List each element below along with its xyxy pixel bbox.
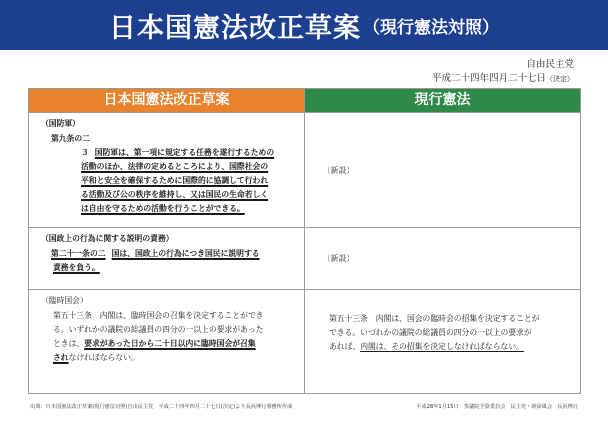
current-cell-accountability [305,228,581,290]
paragraph-line [41,174,294,188]
current-cell-defense [305,113,581,228]
footer-issued: 平成28年1月15日 参議院予算委員会 民主党・新緑風会 長浜博行 [416,404,578,410]
draft-text: 活動のほか、法律の定めるところにより、国際社会の [81,162,269,171]
table-row [29,113,581,228]
article-line [41,261,294,275]
draft-text-line [41,351,294,365]
draft-text: 国防軍は、第一項に規定する任務を遂行するための [94,148,275,157]
table-row [29,228,581,290]
draft-text: なければならない。 [68,353,139,362]
article-number: 第九条の二 [51,134,90,143]
draft-text-emphasis: され [53,353,69,362]
draft-text: 第五十三条 内閣は、臨時国会の召集を決定することができ [53,311,264,320]
section-heading: （国政上の行為に関する説明の責務） [41,234,174,243]
current-text: あれば、 [329,342,361,351]
current-text: 第五十三条 内閣は、国会の臨時会の招集を決定することが [329,314,540,323]
column-header-current: 現行憲法 [305,89,581,113]
column-header-draft: 日本国憲法改正草案 [29,89,305,113]
article-number: 第二十一条の二 [51,249,106,258]
table-row [29,290,581,394]
draft-text: る活動及び公の秩序を維持し、又は国民の生命若しく [81,190,269,199]
draft-text: る。いずれかの議院の総議員の四分の一以上の要求があった [53,325,264,334]
decision-date-text: 平成二十四年四月二十七日 [431,73,546,84]
new-provision-label: 〔新設〕 [323,254,355,263]
paragraph-line [41,202,294,216]
paragraph-line [41,146,294,160]
footer-source: 出典：日本国憲法改正草案(現行憲法対照)自由民主党 平成二十四年四月二十七日(決定)より長浜博行事務所作成 [30,404,293,410]
decision-note: （決定） [546,75,574,83]
title-banner [0,0,608,50]
section-heading: （臨時国会） [41,296,88,305]
draft-text-emphasis: 要求があった日から二十日以内に臨時国会が召集 [84,339,256,348]
draft-text: 責務を負う。 [53,263,100,272]
draft-text: ときは、 [53,339,85,348]
draft-text: 国は、国政上の行為につき国民に説明する [111,249,260,258]
page-title: 日本国憲法改正草案 [109,12,361,44]
paragraph-line [41,188,294,202]
current-text-underlined: 内閣は、その招集を決定しなければならない。 [360,342,524,351]
comparison-table [28,88,581,394]
current-cell-extraordinary-session [305,290,581,394]
draft-text: は自由を守るための活動を行うことができる。 [81,204,245,213]
party-name: 自由民主党 [526,59,574,70]
decision-date [432,70,574,84]
current-text: できる。いづれかの議院の総議員の四分の一以上の要求が [329,328,532,337]
draft-text: 平和と安全を確保するために国際的に協調して行われ [81,176,269,185]
draft-cell-defense [29,113,305,228]
paragraph-line [41,160,294,174]
paragraph-number: ３ [81,148,89,157]
table-header-row [29,89,581,113]
section-heading: （国防軍） [41,119,80,128]
footer [30,403,578,410]
article-line [41,247,294,261]
draft-cell-accountability [29,228,305,290]
page-subtitle: （現行憲法対照） [363,17,499,38]
current-text-line [317,340,570,354]
new-provision-label: 〔新設〕 [323,165,355,175]
draft-text-line [41,337,294,351]
draft-cell-extraordinary-session [29,290,305,394]
